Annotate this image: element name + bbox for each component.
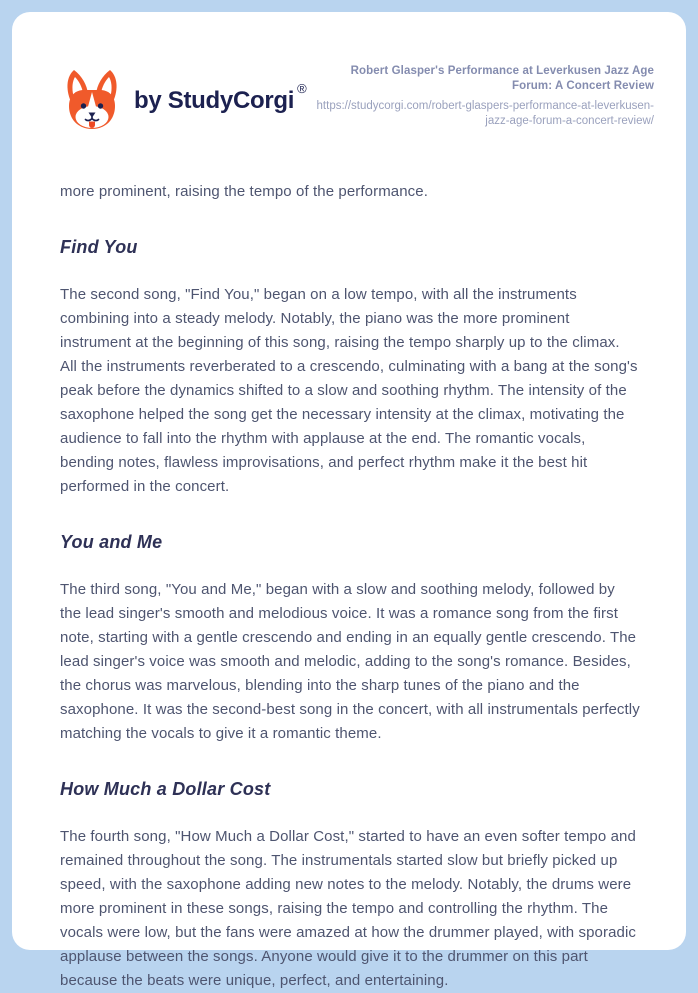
intro-paragraph-fragment: more prominent, raising the tempo of the performance. [60, 183, 428, 200]
section-heading: Find You [60, 237, 138, 257]
document-title: Robert Glasper's Performance at Leverkusen Jazz Age Forum: A Concert Review [350, 65, 654, 92]
header [60, 62, 654, 134]
section-paragraph: The third song, "You and Me," began with a slow and soothing melody, followed by the lead singer's smooth and melodious voice. It was a romance song from the first note, starting with a gentle crescendo and ending in an equally gentle crescendo. The lead singer's voice was smooth and melodic, adding to the song's romance. Besides, the chorus was marvelous, blending into the sharp tunes of the piano and the saxophone. It was the second-best song in the concert, with all instrumentals perfectly matching the vocals to give it a romantic theme. [60, 581, 640, 742]
document-url-link[interactable]: https://studycorgi.com/robert-glaspers-performance-at-leverkusen-jazz-age-forum-a-concert-review/ [316, 100, 654, 127]
section-paragraph: The fourth song, "How Much a Dollar Cost," started to have an even softer tempo and remained throughout the song. The instrumentals started slow but briefly picked up speed, with the saxophone adding new notes to the melody. Notably, the drums were more prominent in these songs, raising the tempo and controlling the rhythm. The vocals were low, but the fans were amazed at how the drummer played, with sporadic applause between the songs. Anyone would give it to the drummer on this part because the beats were unique, perfect, and entertaining. [60, 828, 636, 989]
article-body [60, 180, 640, 993]
page-background [0, 12, 698, 989]
article-card [12, 12, 686, 989]
brand [60, 62, 306, 134]
registered-trademark-mark: ® [297, 81, 307, 96]
article-section [60, 234, 640, 499]
section-paragraph: The second song, "Find You," began on a low tempo, with all the instruments combining into a steady melody. Notably, the piano was the more prominent instrument at the beginning of this song, raising the tempo sharply up to the climax. All the instruments reverberated to a crescendo, culminating with a bang at the song's peak before the dynamics shifted to a slow and soothing rhythm. The intensity of the saxophone helped the song get the necessary intensity at the climax, motivating the audience to fall into the rhythm with applause at the end. The romantic vocals, bending notes, flawless improvisations, and perfect rhythm make it the best hit performed in the concert. [60, 286, 638, 495]
section-heading: You and Me [60, 532, 163, 552]
brand-name: by StudyCorgi ® [134, 81, 307, 114]
document-meta [314, 62, 654, 129]
article-section [60, 776, 640, 993]
section-heading: How Much a Dollar Cost [60, 779, 271, 799]
article-section [60, 529, 640, 746]
studycorgi-logo-icon [60, 68, 124, 134]
